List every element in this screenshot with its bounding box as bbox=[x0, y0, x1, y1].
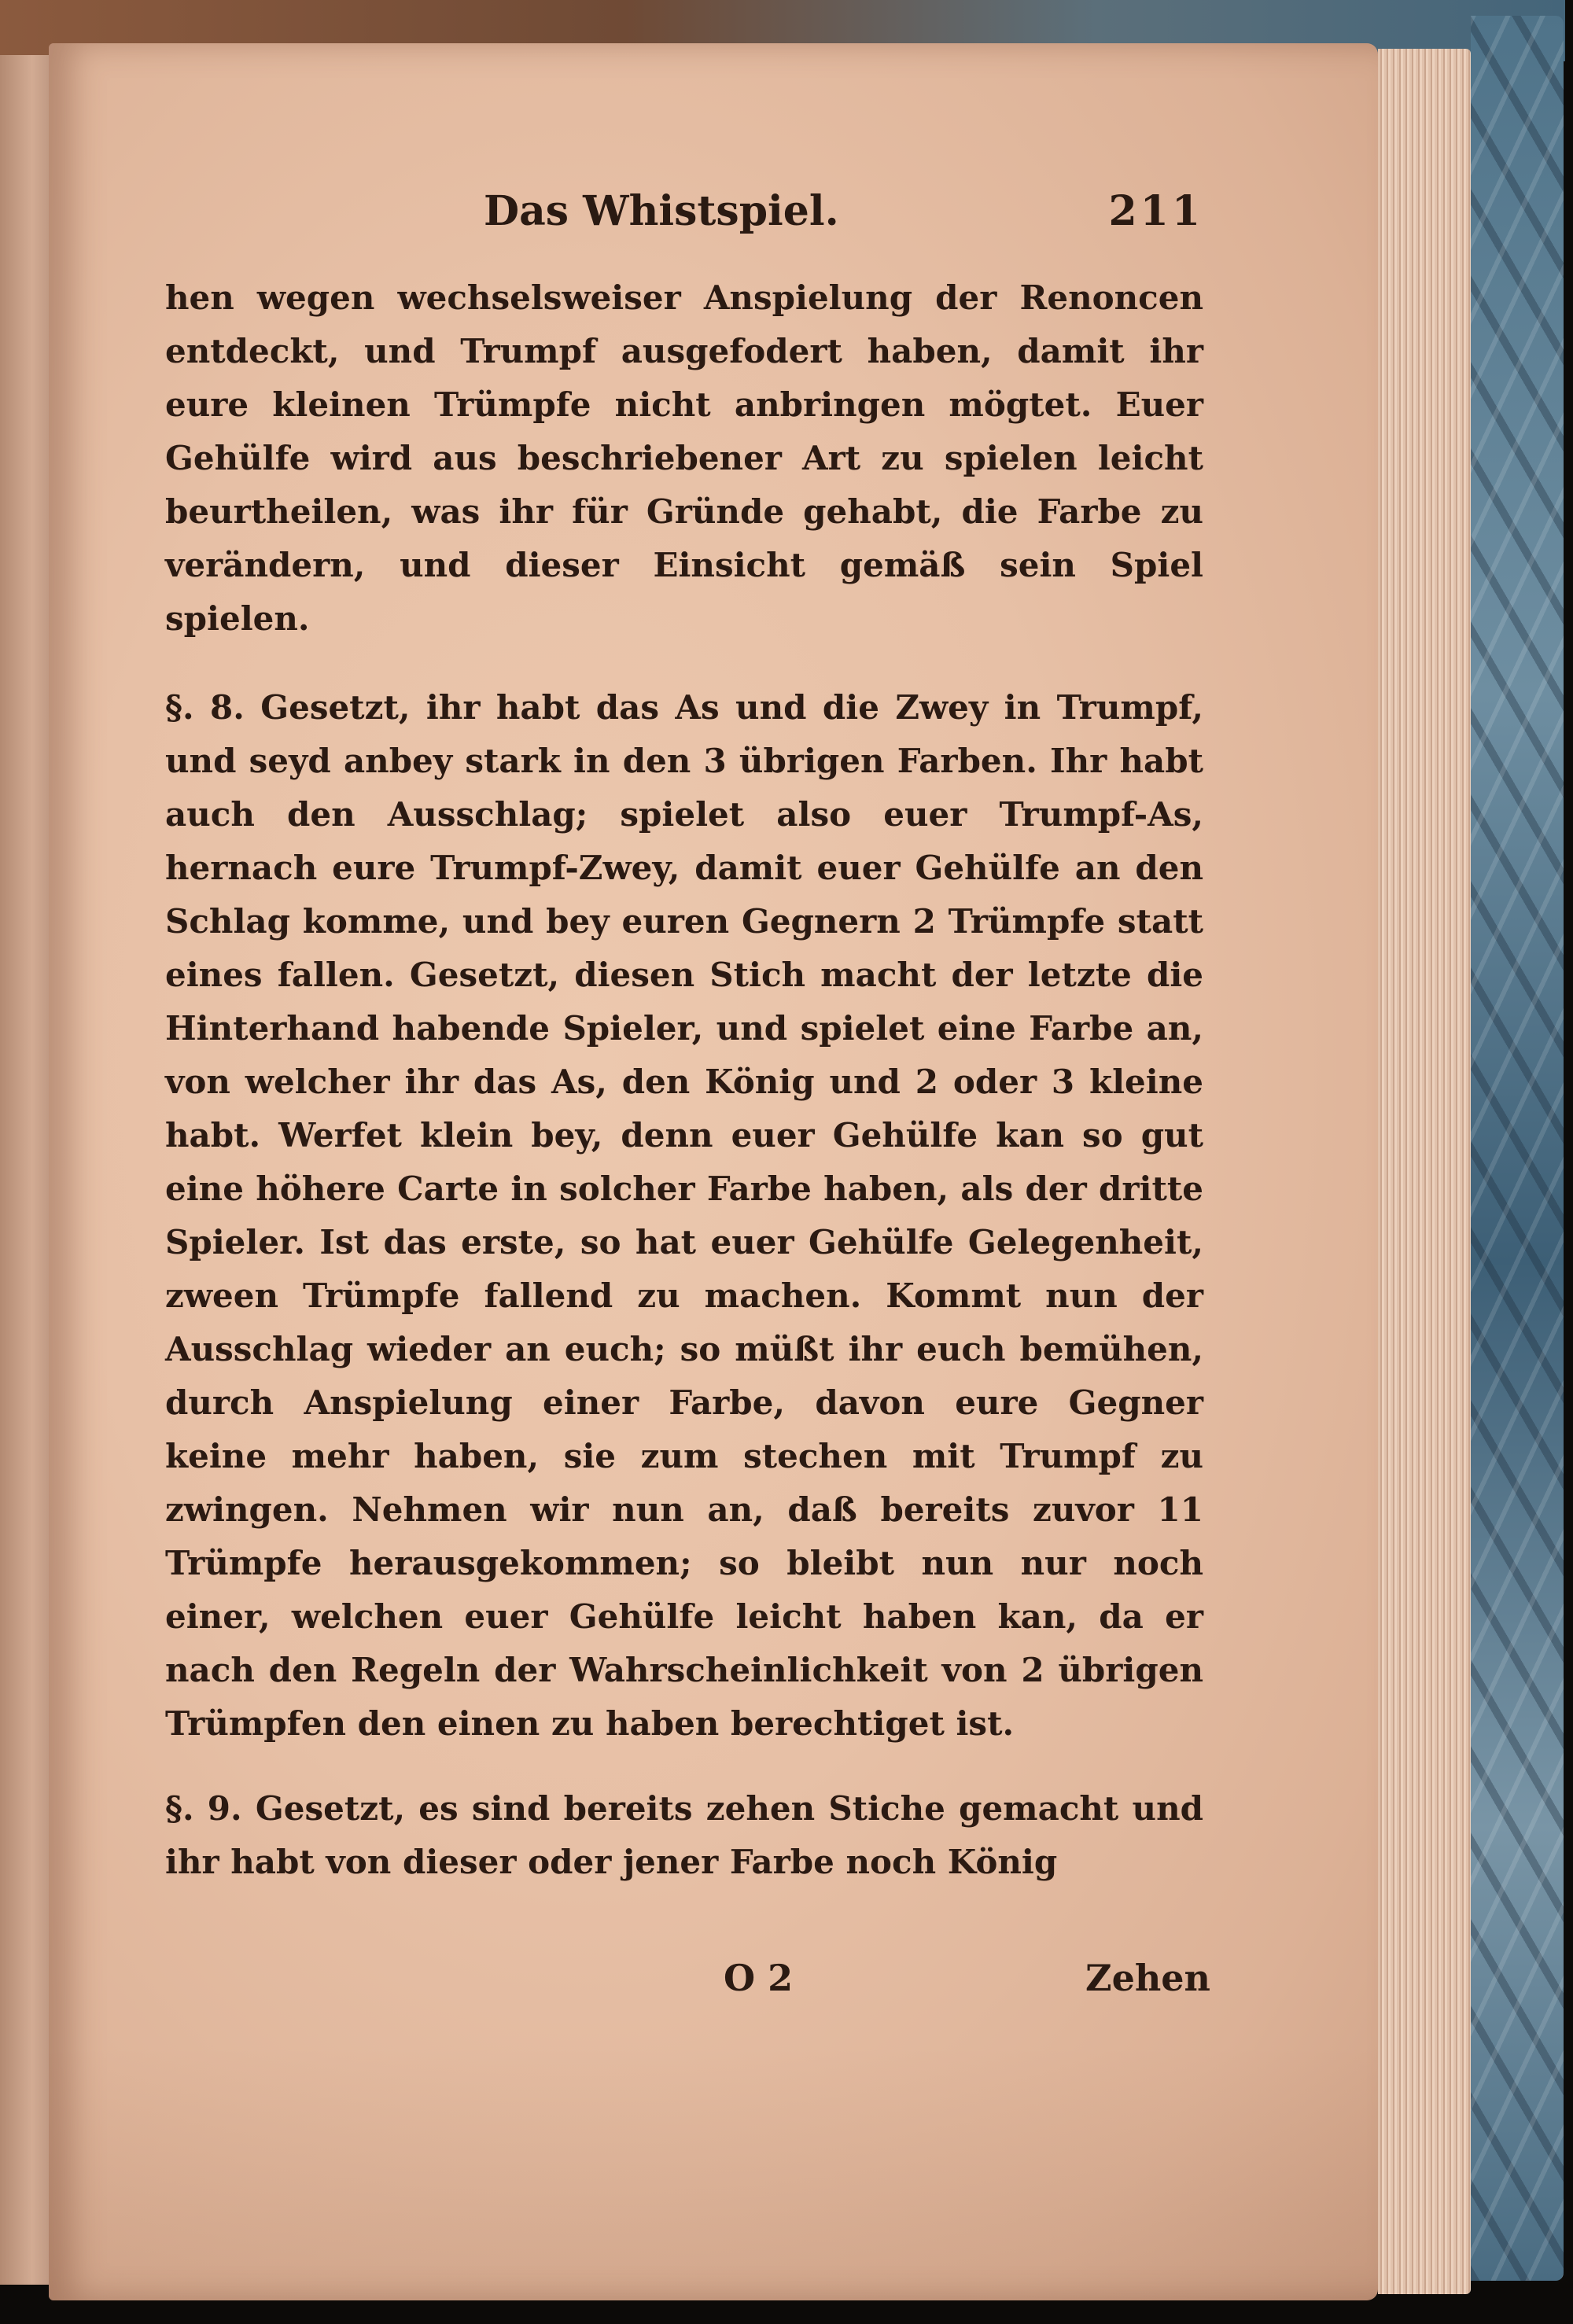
body-text bbox=[165, 271, 1203, 1889]
catchword: Zehen bbox=[1085, 1957, 1211, 1999]
paragraph-section-8: §. 8. Gesetzt, ihr habt das As und die Zwey in Trumpf, und seyd anbey stark in den 3 übrigen Farben. Ihr habt auch den Ausschlag; spielet also euer Trumpf-As, hernach eure Trumpf-Zwey, damit euer Gehülfe an den Schlag komme, und bey euren Gegnern 2 Trümpfe statt eines fallen. Gesetzt, diesen Stich macht der letzte die Hinterhand habende Spieler, und spielet eine Farbe an, von welcher ihr das As, den König und 2 oder 3 kleine habt. Werfet klein bey, denn euer Gehülfe kan so gut eine höhere Carte in solcher Farbe haben, als der dritte Spieler. Ist das erste, so hat euer Gehülfe Gelegenheit, zween Trümpfe fallend zu machen. Kommt nun der Ausschlag wieder an euch; so müßt ihr euch bemühen, durch Anspielung einer Farbe, davon eure Gegner keine mehr haben, sie zum stechen mit Trumpf zu zwingen. Nehmen wir nun an, daß bereits zuvor 11 Trümpfe herausgekommen; so bleibt nun nur noch einer, welchen euer Gehülfe leicht haben kan, da er nach den Regeln der Wahrscheinlichkeit von 2 übrigen Trümpfen den einen zu haben berechtiget ist. bbox=[165, 688, 1203, 1743]
facing-page-edge bbox=[0, 55, 53, 2285]
signature-mark: O 2 bbox=[724, 1957, 794, 1999]
page-number: 211 bbox=[1108, 187, 1203, 235]
paragraph: hen wegen wechselsweiser Anspielung der Renoncen entdeckt, und Trumpf ausgefodert haben, damit ihr eure kleinen Trümpfe nicht anbringen mögtet. Euer Gehülfe wird aus beschriebener Art zu spielen leicht beurtheilen, was ihr für Gründe gehabt, die Farbe zu verändern, und dieser Einsicht gemäß sein Spiel spielen. bbox=[165, 278, 1203, 638]
running-title: Das Whistspiel. bbox=[484, 187, 839, 235]
page-shading bbox=[49, 2045, 1378, 2300]
paragraph-section-9: §. 9. Gesetzt, es sind bereits zehen Stiche gemacht und ihr habt von dieser oder jener Farbe noch König bbox=[165, 1789, 1203, 1881]
page-header bbox=[165, 181, 1203, 252]
page-block-edges bbox=[1378, 49, 1471, 2294]
marbled-cover bbox=[1471, 16, 1564, 2281]
